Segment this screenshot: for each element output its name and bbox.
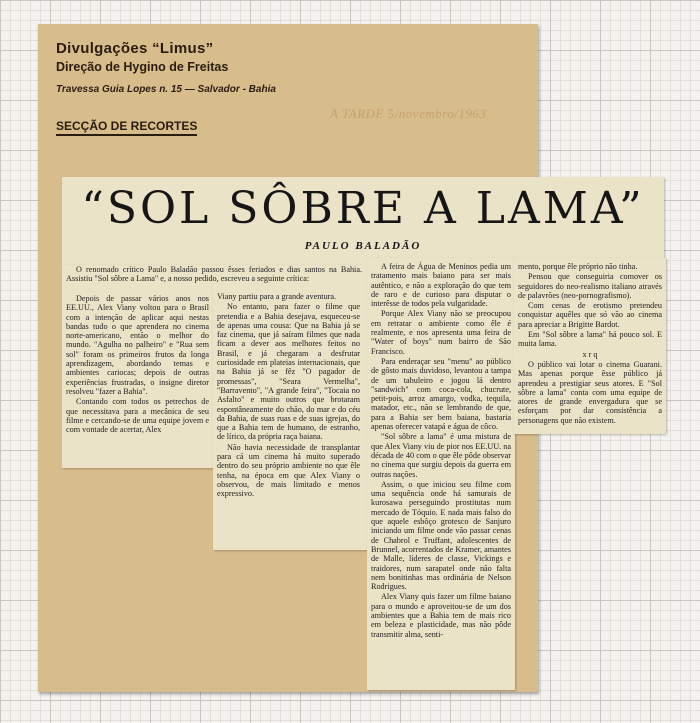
article-headline: “SOL SÔBRE A LAMA” — [81, 183, 645, 234]
paragraph: "Sol sôbre a lama" é uma mistura de que Alex Viany viu de pior nos EE.UU. na década de 40 com o que êle pôde observar no cinema que surgiu depois da guerra em outras nações. — [371, 432, 511, 479]
paragraph: Pensou que conseguiria comover os seguidores do neo-realismo italiano através de palavrões (neo-pornografismo). — [518, 272, 662, 300]
article-lead — [66, 265, 362, 284]
date-stamp: A TARDE 5/novembro/1963 — [330, 106, 487, 121]
lead-paragraph: O renomado crítico Paulo Baladão passou êsses feriados e dias santos na Bahia. Assistiu "Sol sôbre a Lama" e, a nosso pedido, escreveu a seguinte crítica: — [66, 265, 362, 284]
paragraph: O público vai lotar o cinema Guarani. Mas apenas porque êsse público já aprendeu a prestigiar seus atores. E "Sol sôbre a lama" conta com uma equipe de atores de grande envergadura que se esforçam por dar consistência a personagens que não existem. — [518, 359, 662, 425]
article-column-3 — [371, 262, 511, 682]
letterhead-address: Travessa Guia Lopes n. 15 — Salvador - Bahia — [56, 84, 276, 95]
article-column-1 — [66, 294, 209, 492]
section-heading: SECÇÃO DE RECORTES — [56, 119, 197, 136]
paragraph: mento, porque êle próprio não tinha. — [518, 262, 638, 271]
letterhead-director: Direção de Hygino de Freitas — [56, 60, 229, 74]
letterhead-title: Divulgações “Limus” — [56, 40, 214, 57]
paragraph: Com cenas de erotismo pretendeu conquistar aquêles que só vão ao cinema para apreciar a Brigitte Bardot. — [518, 301, 662, 329]
paragraph: Assim, o que iniciou seu filme com uma sequência onde há samurais de kurosawa perseguindo prostitutas num mercado de Tóquio. E nada mais falso do que aquele esbôço grotesco de Sanjuro iniciando um filme onde vão passar cenas de Chabrol e Truffant, adolescentes de Brunnel, acorrentados de Kramer, amantes de Malle, líderes de classe, Vickings e traidores, num sarapatel onde não falta nem bonitinhas mas ordinária de Nelson Rodrigues. — [371, 479, 511, 592]
article-column-4 — [518, 262, 662, 430]
paragraph: A feira de Água de Meninos pedia um tratamento mais baiano para ser mais autêntico, e não a exploração do que tem de raro e de curioso para disputar o interêsse de todos pela vulgaridade. — [371, 262, 511, 309]
paragraph: Porque Alex Viany não se preocupou em retratar o ambiente como êle é realmente, e nos apresenta uma feira de "Water of boys" num bairro de São Francisco. — [371, 309, 511, 356]
paragraph: Em "Sol sôbre a lama" há pouco sol. E muita lama. — [518, 330, 662, 349]
paragraph: Viany partiu para a grande aventura. — [217, 292, 337, 301]
article-column-2 — [217, 292, 360, 542]
paragraph: Não havia necessidade de transplantar para cá um cinema há muito superado dentro do seu próprio ambiente no que êle tenha, na época em que Alex Viany o observou, de mais limitado e menos expressivo. — [217, 442, 360, 499]
paragraph: Alex Viany quis fazer um filme baiano para o mundo e aproveitou-se de um dos ambientes que a Bahia tem de mais rico em beleza e plasticidade, mas não pôde transmitir alma, senti- — [371, 592, 511, 639]
paragraph: Contando com todos os petrechos de que necessitava para a mecânica de seu filme e cercando-se de uma equipe jovem e com vontade de acertar, Alex — [66, 397, 209, 435]
paragraph: No entanto, para fazer o filme que pretendia e a Bahia desejava, esqueceu-se de apenas uma cousa: Que na Bahia já se faz cinema, que já saíram filmes que nada ficam a dever aos melhores feitos no Brasil, e já chegaram a desfrutar curiosidade em plateias internacionais, que na Bahia já se fêz "O pagador de promessas", "Seara Vermelha", "Barravento", "A grande feira", "Tocaia no Asfalto" e muito outros que brotaram espontâneamente do chão, do mar e do céu da Bahia, de suas ruas e de suas igrejas, do que a Bahia tem de humano, de estranho, de lírico, da própria raça baiana. — [217, 302, 360, 442]
paragraph: Para enderaçar seu "menu" ao público de gôsto mais duvidoso, levantou a tampa de um tabuleiro e jogou lá dentro "sandwich" com coca-cola, chucrute, petit-pois, arroz amargo, vodka, tequila, matador, etc., não se lembrando de que, para a Bahia ser bem baiana, bastaria apenas oferecer vatapá e água de côco. — [371, 356, 511, 432]
headline-clipping — [62, 177, 664, 265]
article-byline: PAULO BALADÃO — [304, 240, 422, 252]
paragraph: Depois de passar vários anos nos EE.UU., Alex Viany voltou para o Brasil com a intenção de aplicar aqui nestas bandas tudo o que aprendera no cinema norte-americano, então o melhor do mundo. "Agulha no palheiro" e "Rua sem sol" foram os primeiros frutos da longa aprendizagem, abordando temas e ambientes cariocas; depois de outras experiências frustradas, o insigne diretor resolveu "fazer a Bahia". — [66, 294, 209, 396]
section-separator: x r q — [582, 349, 598, 359]
